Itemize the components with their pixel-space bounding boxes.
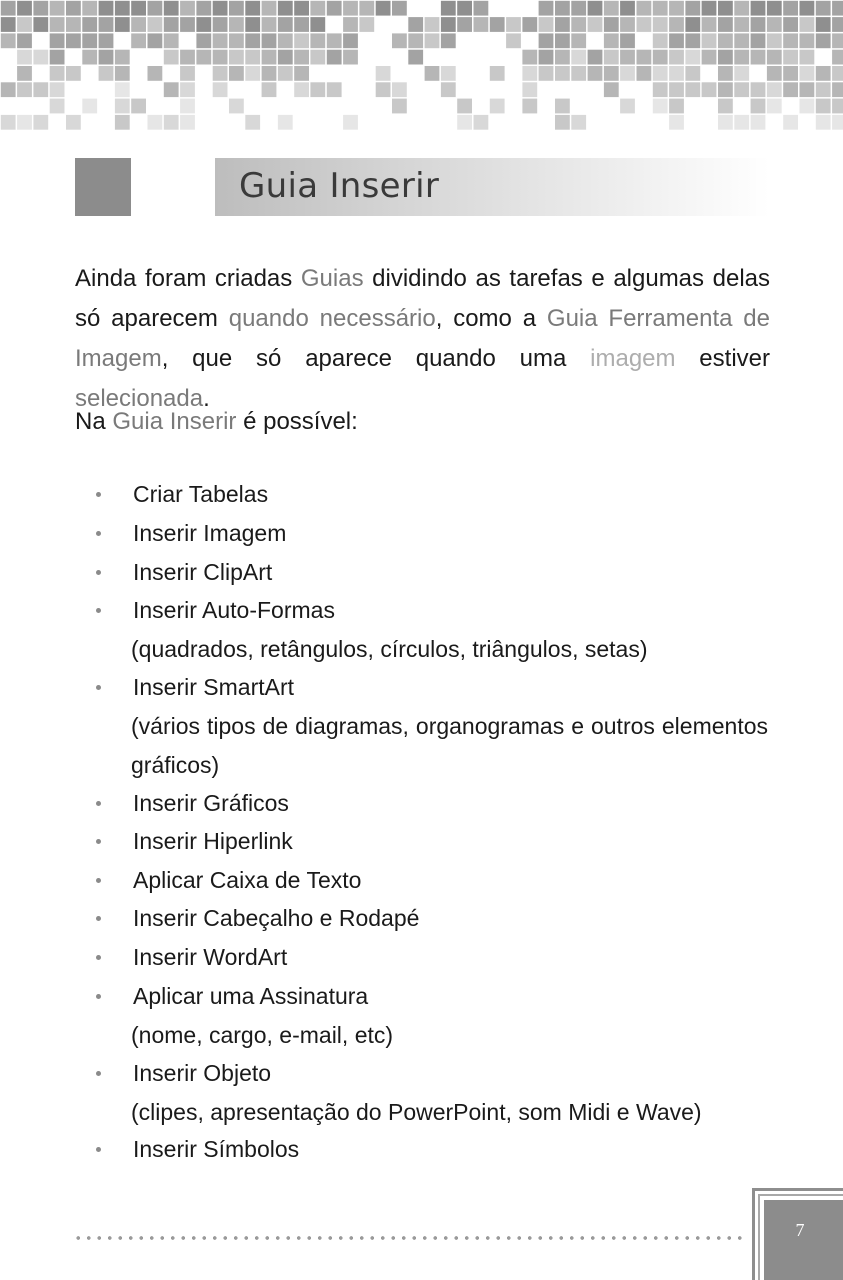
bullet-icon (96, 531, 101, 536)
item-note: (clipes, apresentação do PowerPoint, som Midi e Wave) (131, 1099, 702, 1125)
list-item: Inserir Auto-Formas (quadrados, retângulos, círculos, triângulos, setas) (133, 591, 768, 669)
bullet-icon (96, 994, 101, 999)
term-selecionada: selecionada (75, 385, 204, 412)
bullet-icon (96, 570, 101, 575)
list-item: Inserir SmartArt (vários tipos de diagramas, organogramas e outros elementos gráficos) (133, 668, 768, 785)
page-number: 7 (795, 1220, 805, 1240)
item-note: (vários tipos de diagramas, organogramas e outros elementos gráficos) (131, 713, 768, 778)
list-item: Inserir Imagem (133, 514, 768, 553)
bullet-icon (96, 839, 101, 844)
item-note: (nome, cargo, e-mail, etc) (131, 1022, 394, 1048)
footer-dotted-rule (73, 1235, 745, 1241)
term-imagem: imagem (590, 345, 676, 372)
list-item: Aplicar uma Assinatura (nome, cargo, e-mail, etc) (133, 977, 768, 1055)
list-item: Criar Tabelas (133, 475, 768, 514)
term-guias: Guias (300, 265, 364, 292)
page-number-box (752, 1188, 843, 1280)
bullet-icon (96, 801, 101, 806)
bullet-icon (96, 878, 101, 883)
list-item: Inserir Símbolos (133, 1130, 768, 1169)
term-quando-necessario: quando necessário (228, 305, 436, 332)
bullet-icon (96, 608, 101, 613)
item-note: (quadrados, retângulos, círculos, triângulos, setas) (131, 636, 648, 662)
term-guia-ferramenta: Guia Ferramenta de Imagem (75, 305, 770, 372)
list-item: Inserir Hiperlink (133, 822, 768, 861)
intro-paragraph: Ainda foram criadas Guias dividindo as tarefas e algumas delas só aparecem quando necessário, como a Guia Ferramenta de Imagem, que só aparece quando uma imagem estiver selecionada. (75, 265, 770, 412)
lead-sentence: Na Guia Inserir é possível: (75, 408, 358, 435)
bullet-icon (96, 1071, 101, 1076)
bullet-icon (96, 955, 101, 960)
list-item: Inserir ClipArt (133, 553, 768, 592)
list-item: Aplicar Caixa de Texto (133, 861, 768, 900)
list-item: Inserir Cabeçalho e Rodapé (133, 899, 768, 938)
bullet-icon (96, 492, 101, 497)
list-item: Inserir WordArt (133, 938, 768, 977)
bullet-icon (96, 916, 101, 921)
bullet-icon (96, 685, 101, 690)
list-item: Inserir Objeto (clipes, apresentação do PowerPoint, som Midi e Wave) (133, 1054, 768, 1132)
list-item: Inserir Gráficos (133, 784, 768, 823)
page-title: Guia Inserir (239, 166, 440, 206)
term-guia-inserir: Guia Inserir (112, 408, 237, 435)
bullet-icon (96, 1147, 101, 1152)
